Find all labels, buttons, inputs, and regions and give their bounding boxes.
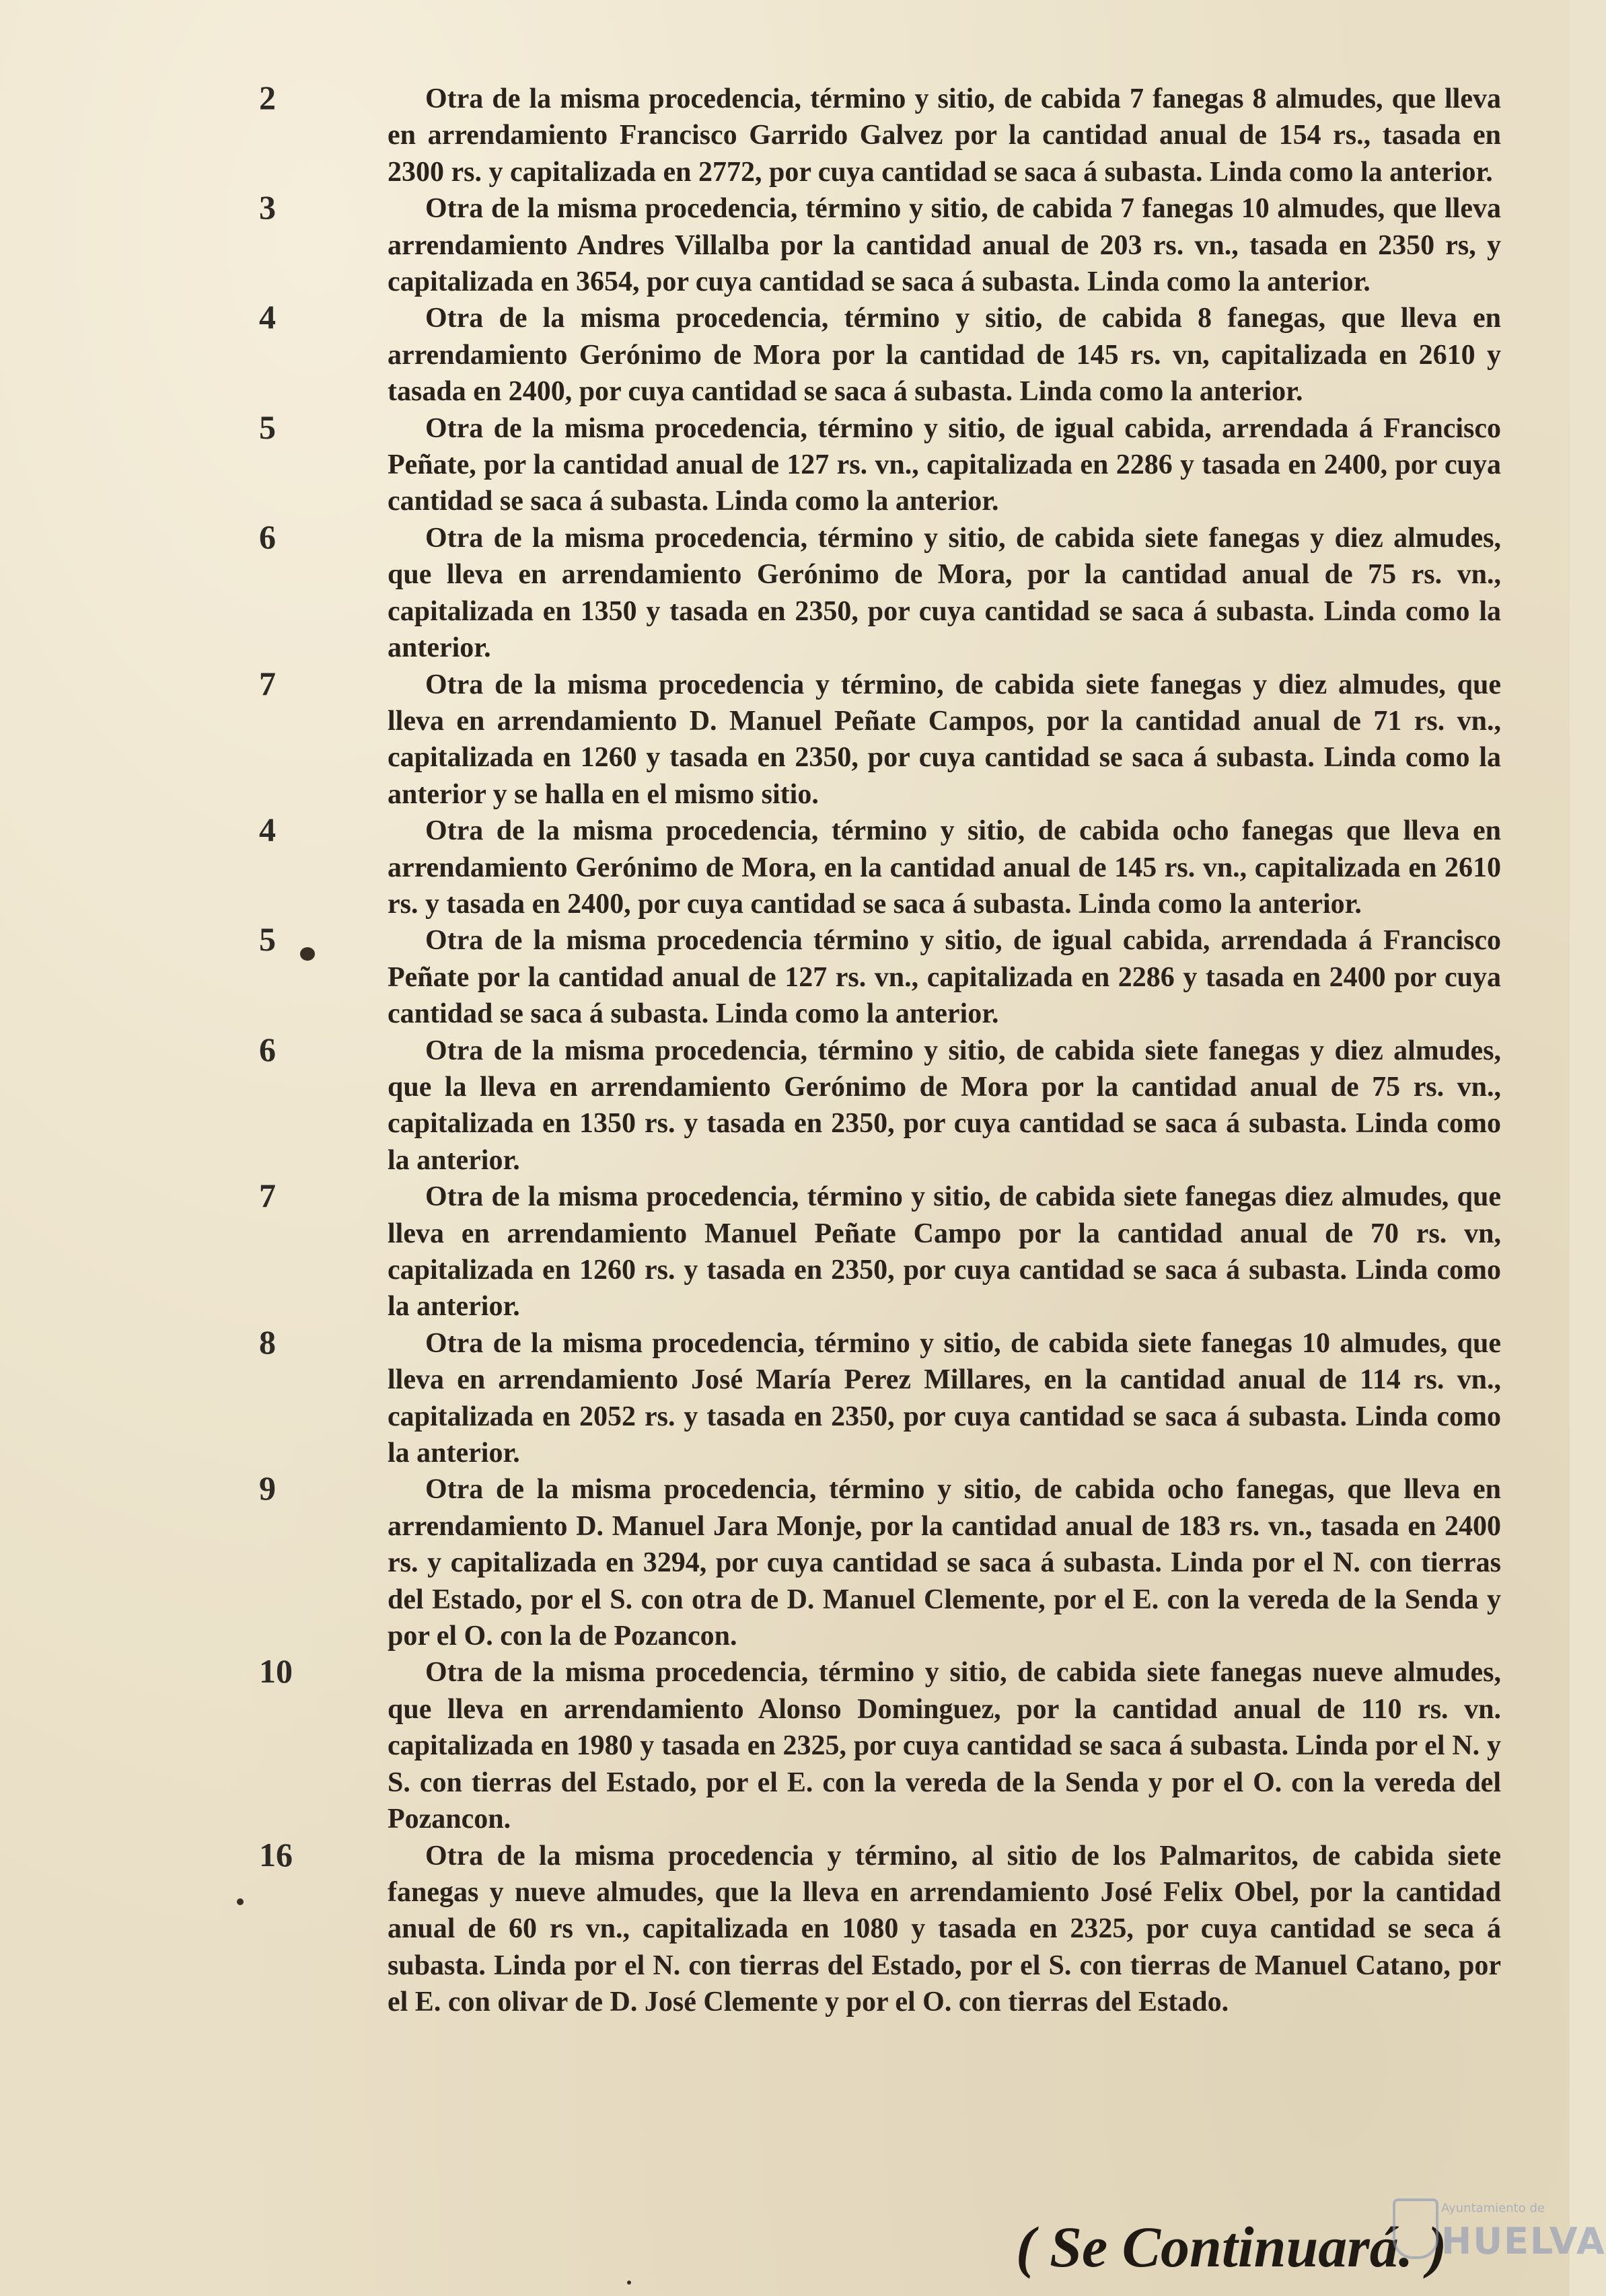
ink-speck bbox=[237, 1898, 244, 1905]
entry-number: 2 bbox=[259, 79, 276, 116]
entry-text: Otra de la misma procedencia y término, al sitio de los Palmaritos, de cabida siete fanegas y nueve almudes, que la lleva en arrendamiento José Felix Obel, por la cantidad anual de 60 rs vn., capitalizada en 1080 y tasada en 2325, por cuya cantidad se seca á subasta. Linda por el N. con tierras del Estado, por el S. con tierras de Manuel Catano, por el E. con olivar de D. José Clemente y por el O. con tierras del Estado. bbox=[388, 1840, 1501, 2018]
continuation-note: ( Se Continuará. ) bbox=[1016, 2215, 1447, 2279]
entry bbox=[0, 1654, 1570, 1837]
entry bbox=[0, 813, 1570, 922]
entry-text: Otra de la misma procedencia, término y sitio, de cabida siete fanegas diez almudes, que lleva en arrendamiento Manuel Peñate Campo por la cantidad anual de 70 rs. vn, capitalizada en 1260 rs. y tasada en 2350, por cuya cantidad se saca á subasta. Linda como la anterior. bbox=[388, 1181, 1501, 1323]
watermark bbox=[1393, 2198, 1606, 2272]
entry-text: Otra de la misma procedencia, término y sitio, de cabida siete fanegas nueve almudes, que lleva en arrendamiento Alonso Dominguez, por la cantidad anual de 110 rs. vn. capitalizada en 1980 y tasada en 2325, por cuya cantidad se saca á subasta. Linda por el N. y S. con tierras del Estado, por el E. con la vereda de la Senda y por el O. con la vereda del Pozancon. bbox=[388, 1657, 1501, 1835]
entry-text: Otra de la misma procedencia, término y sitio, de cabida 7 fanegas 10 almudes, que lleva arrendamiento Andres Villalba por la cantidad anual de 203 rs. vn., tasada en 2350 rs, y capitalizada en 3654, por cuya cantidad se saca á subasta. Linda como la anterior. bbox=[388, 193, 1501, 298]
entry-number: 10 bbox=[259, 1652, 293, 1691]
entry-number: 4 bbox=[259, 811, 276, 849]
entry-number: 4 bbox=[259, 298, 276, 336]
entry-number: 9 bbox=[259, 1469, 276, 1508]
entry-number: 5 bbox=[259, 920, 276, 959]
entry-text: Otra de la misma procedencia, término y sitio, de cabida ocho fanegas, que lleva en arrendamiento D. Manuel Jara Monje, por la cantidad anual de 183 rs. vn., tasada en 2400 rs. y capitalizada en 3294, por cuya cantidad se saca á subasta. Linda por el N. con tierras del Estado, por el S. con otra de D. Manuel Clemente, por el E. con la vereda de la Senda y por el O. con la de Pozancon. bbox=[388, 1474, 1501, 1652]
entry-text: Otra de la misma procedencia término y sitio, de igual cabida, arrendada á Francisco Peñate por la cantidad anual de 127 rs. vn., capitalizada en 2286 y tasada en 2400 por cuya cantidad se saca á subasta. Linda como la anterior. bbox=[388, 925, 1501, 1030]
watermark-large-text: HUELVA bbox=[1441, 2220, 1606, 2262]
seal-icon bbox=[1393, 2198, 1438, 2259]
entry-text: Otra de la misma procedencia, término y sitio, de cabida siete fanegas y diez almudes, que lleva en arrendamiento Gerónimo de Mora, por la cantidad anual de 75 rs. vn., capitalizada en 1350 y tasada en 2350, por cuya cantidad se saca á subasta. Linda como la anterior. bbox=[388, 522, 1501, 664]
entry bbox=[0, 300, 1570, 410]
entry-number: 7 bbox=[259, 1177, 276, 1215]
entry-text: Otra de la misma procedencia, término y sitio, de cabida ocho fanegas que lleva en arrendamiento Gerónimo de Mora, en la cantidad anual de 145 rs. vn., capitalizada en 2610 rs. y tasada en 2400, por cuya cantidad se saca á subasta. Linda como la anterior. bbox=[388, 815, 1501, 920]
entry-number: 3 bbox=[259, 188, 276, 227]
entry bbox=[0, 1835, 1570, 2021]
entries-list bbox=[0, 81, 1570, 2021]
entry-text: Otra de la misma procedencia, término y sitio, de igual cabida, arrendada á Francisco Peñate, por la cantidad anual de 127 rs. vn., capitalizada en 2286 y tasada en 2400, por cuya cantidad se saca á subasta. Linda como la anterior. bbox=[388, 412, 1501, 517]
entry-text: Otra de la misma procedencia y término, de cabida siete fanegas y diez almudes, que lleva en arrendamiento D. Manuel Peñate Campos, por la cantidad anual de 71 rs. vn., capitalizada en 1260 y tasada en 2350, por cuya cantidad se saca á subasta. Linda como la anterior y se halla en el mismo sitio. bbox=[388, 669, 1501, 810]
entry bbox=[0, 922, 1570, 1032]
entry-number: 5 bbox=[259, 408, 276, 446]
entry-number: 6 bbox=[259, 1030, 276, 1068]
entry-number: 6 bbox=[259, 517, 276, 556]
entry-text: Otra de la misma procedencia, término y sitio, de cabida siete fanegas 10 almudes, que lleva en arrendamiento José María Perez Millares, en la cantidad anual de 114 rs. vn., capitalizada en 2052 rs. y tasada en 2350, por cuya cantidad se saca á subasta. Linda como la anterior. bbox=[388, 1327, 1501, 1469]
entry-number: 8 bbox=[259, 1323, 276, 1361]
entry bbox=[0, 517, 1570, 667]
ink-speck bbox=[300, 947, 315, 961]
entry-number: 16 bbox=[259, 1835, 293, 1874]
entry bbox=[0, 1179, 1570, 1325]
entry bbox=[0, 1471, 1570, 1654]
entry-text: Otra de la misma procedencia, término y sitio, de cabida 8 fanegas, que lleva en arrendamiento Gerónimo de Mora por la cantidad de 145 rs. vn, capitalizada en 2610 y tasada en 2400, por cuya cantidad se saca á subasta. Linda como la anterior. bbox=[388, 303, 1501, 408]
entry bbox=[0, 1325, 1570, 1472]
entry-text: Otra de la misma procedencia, término y sitio, de cabida 7 fanegas 8 almudes, que lleva en arrendamiento Francisco Garrido Galvez por la cantidad anual de 154 rs., tasada en 2300 rs. y capitalizada en 2772, por cuya cantidad se saca á subasta. Linda como la anterior. bbox=[388, 83, 1501, 188]
entry bbox=[0, 410, 1570, 520]
entry bbox=[0, 190, 1570, 300]
ink-speck bbox=[627, 2281, 631, 2285]
watermark-small-text: Ayuntamiento de bbox=[1441, 2201, 1545, 2215]
entry-text: Otra de la misma procedencia, término y sitio, de cabida siete fanegas y diez almudes, que la lleva en arrendamiento Gerónimo de Mora por la cantidad anual de 75 rs. vn., capitalizada en 1350 rs. y tasada en 2350, por cuya cantidad se saca á subasta. Linda como la anterior. bbox=[388, 1035, 1501, 1176]
entry bbox=[0, 664, 1570, 813]
entry bbox=[0, 1030, 1570, 1179]
entry-number: 7 bbox=[259, 664, 276, 702]
entry bbox=[0, 81, 1570, 190]
